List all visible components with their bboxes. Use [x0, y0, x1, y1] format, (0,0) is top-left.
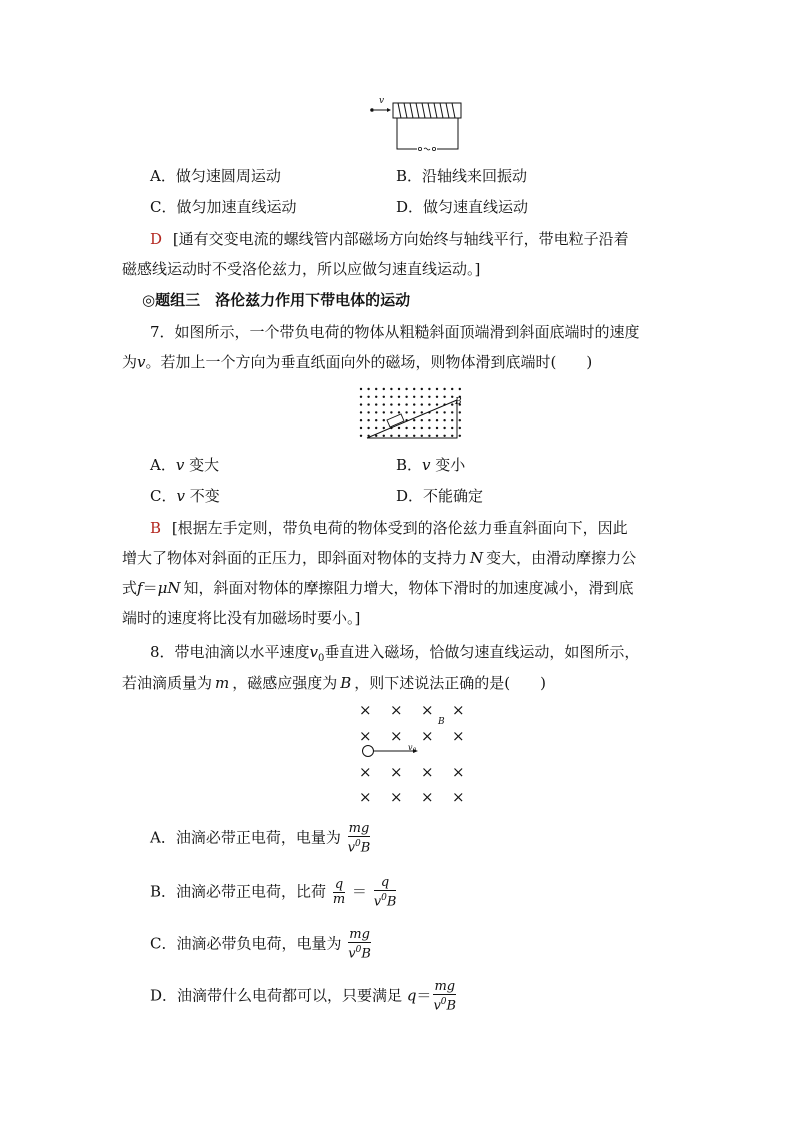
frac-m: m: [332, 892, 346, 908]
q8-opt-b-fraction: [374, 876, 397, 909]
q7-stem-line-2: [122, 352, 592, 372]
field-dot: [398, 403, 400, 405]
field-dot: [451, 419, 453, 421]
field-cross: ×: [421, 727, 434, 745]
field-cross: ×: [359, 763, 372, 781]
field-dot: [390, 388, 392, 390]
q7-explanation-line-4: 端时的速度将比没有加磁场时要小。]: [122, 609, 361, 627]
field-dot: [413, 419, 415, 421]
q7-opt-b-text: 变小: [430, 456, 466, 474]
field-dot: [375, 403, 377, 405]
q7-explanation-line-2: [122, 548, 636, 568]
incline-magnetic-field-figure: [357, 386, 467, 441]
q7-stem-velocity: v: [137, 353, 146, 371]
q8-stem-line-1: [150, 642, 639, 669]
frac-denominator-b: [374, 891, 397, 909]
q8-opt-d-text: D．油滴带什么电荷都可以，只要满足: [150, 986, 403, 1005]
q8-stem-2a: 若油滴质量为: [122, 674, 213, 692]
q8-opt-c-text: C．油滴必带负电荷，电量为: [150, 934, 342, 953]
frac-v: v: [347, 840, 355, 856]
field-dot: [413, 388, 415, 390]
field-dot: [451, 403, 453, 405]
q8-opt-b-text: B．油滴必带正电荷，比荷: [150, 882, 327, 901]
field-dot: [375, 388, 377, 390]
q8-opt-b-equals: ＝: [351, 882, 367, 901]
field-dot: [360, 419, 362, 421]
group3-title: ◎题组三 洛伦兹力作用下带电体的运动: [142, 291, 411, 309]
field-dot: [451, 435, 453, 437]
field-dot: [459, 388, 461, 390]
q6-option-c: C．做匀加速直线运动: [150, 198, 297, 216]
frac-numerator-c: mg: [349, 927, 370, 942]
field-cross: ×: [390, 763, 403, 781]
frac-v-d: v: [433, 998, 441, 1014]
field-dot: [421, 427, 423, 429]
frac-B-c: B: [361, 946, 371, 962]
solenoid-v-label: v: [379, 96, 385, 106]
field-dot: [405, 435, 407, 437]
q8-opt-d-q: q: [406, 986, 417, 1005]
field-dot: [459, 411, 461, 413]
field-dot: [405, 388, 407, 390]
q7-option-d: D．不能确定: [396, 487, 484, 505]
q7-stem-line-1: 7．如图所示，一个带负电荷的物体从粗糙斜面顶端滑到斜面底端时的速度: [150, 323, 640, 341]
q8-fig-v: v: [408, 743, 413, 752]
field-dot: [443, 411, 445, 413]
q7-explanation-line-1: [150, 518, 628, 538]
q7-explain-2b: 变大，由滑动摩擦力公: [486, 549, 637, 567]
field-cross: ×: [421, 701, 434, 719]
field-dot: [421, 403, 423, 405]
frac-sup-c: 0: [355, 945, 362, 955]
q7-explain-text-1: [根据左手定则，带负电荷的物体受到的洛伦兹力垂直斜面向下，因此: [171, 519, 628, 537]
q8-stem-v-sub: 0: [318, 653, 325, 664]
q7-explain-n: N: [470, 549, 484, 567]
frac-denominator-d: [433, 995, 456, 1013]
field-dot: [398, 388, 400, 390]
field-dot: [375, 427, 377, 429]
q7-explain-3a: 式: [122, 579, 138, 597]
field-dot: [428, 396, 430, 398]
q8-fig-b-label: B: [438, 717, 445, 727]
solenoid-figure: [365, 98, 475, 158]
q8-opt-a-text: A．油滴必带正电荷，电量为: [150, 828, 341, 847]
q8-stem-B: B: [340, 674, 352, 692]
field-dot: [421, 388, 423, 390]
field-dot: [383, 427, 385, 429]
q7-option-a: [150, 455, 219, 475]
field-cross: ×: [359, 788, 372, 806]
q6-explain-text-1: [通有交变电流的螺线管内部磁场方向始终与轴线平行，带电粒子沿着: [172, 230, 629, 248]
field-dot: [367, 403, 369, 405]
q7-option-c: [150, 486, 220, 506]
q8-stem-2b: ，磁感应强度为: [232, 674, 338, 692]
field-dot: [360, 388, 362, 390]
field-dot: [428, 427, 430, 429]
field-dot: [398, 411, 400, 413]
q7-opt-a-text: 变大: [184, 456, 220, 474]
q8-opt-b-fraction-qm: [333, 878, 345, 907]
field-dot: [398, 396, 400, 398]
field-dot: [459, 435, 461, 437]
q7-opt-c-var: v: [176, 487, 185, 505]
field-dot: [459, 427, 461, 429]
q8-stem-1b: 垂直进入磁场，恰做匀速直线运动，如图所示，: [324, 643, 640, 661]
field-dot: [436, 388, 438, 390]
field-dot: [428, 435, 430, 437]
field-dot: [428, 419, 430, 421]
field-dot: [398, 435, 400, 437]
frac-B-b: B: [386, 894, 397, 910]
field-dot: [421, 435, 423, 437]
field-dot: [405, 411, 407, 413]
q6-explanation-line-1: [150, 229, 629, 249]
field-dot: [413, 411, 415, 413]
frac-B-d: B: [446, 998, 457, 1014]
field-cross: ×: [390, 701, 403, 719]
field-dot: [383, 388, 385, 390]
q7-explain-mun: μN: [157, 579, 181, 597]
field-dot: [405, 403, 407, 405]
field-dot: [360, 396, 362, 398]
field-cross: ×: [452, 727, 465, 745]
q6-option-d: D．做匀速直线运动: [396, 198, 529, 216]
field-dot: [413, 427, 415, 429]
frac-q: q: [334, 877, 344, 893]
q7-answer: B: [150, 519, 162, 537]
frac-v-b: v: [373, 894, 382, 910]
field-dot: [443, 419, 445, 421]
q7-explain-eq: ＝: [142, 579, 158, 597]
q7-opt-a-var: v: [175, 456, 185, 474]
field-dot: [360, 411, 362, 413]
field-dot: [367, 427, 369, 429]
field-dot: [390, 396, 392, 398]
q7-opt-a-prefix: A．: [150, 456, 176, 474]
field-dot: [390, 403, 392, 405]
q7-explanation-line-3: [122, 578, 633, 598]
q6-answer: D: [150, 230, 163, 248]
field-cross: ×: [452, 701, 465, 719]
q6-option-a: A．做匀速圆周运动: [150, 167, 281, 185]
q7-option-b: [396, 455, 465, 475]
field-dot: [375, 411, 377, 413]
field-dot: [451, 427, 453, 429]
frac-q-2: q: [374, 876, 397, 891]
q7-explain-f: f: [137, 579, 143, 597]
q8-stem-v: v: [309, 643, 319, 661]
q7-fig-b-label: B: [455, 397, 462, 407]
field-dot: [405, 396, 407, 398]
field-dot: [383, 396, 385, 398]
field-dot: [383, 411, 385, 413]
q6-explanation-line-2: 磁感线运动时不受洛伦兹力，所以应做匀速直线运动。]: [122, 260, 481, 278]
field-dot: [375, 419, 377, 421]
field-dot: [443, 388, 445, 390]
q7-opt-c-text: 不变: [184, 487, 220, 505]
q7-opt-b-prefix: B．: [396, 456, 423, 474]
field-dot: [421, 419, 423, 421]
q8-opt-d-equals: ＝: [416, 986, 432, 1005]
field-dot: [360, 427, 362, 429]
q8-stem-m: m: [215, 674, 230, 692]
frac-sup-d: 0: [440, 997, 447, 1007]
field-dot: [451, 411, 453, 413]
field-dot: [436, 403, 438, 405]
frac-B: B: [360, 840, 371, 856]
field-dot: [360, 435, 362, 437]
field-cross: ×: [390, 727, 403, 745]
field-dot: [413, 435, 415, 437]
frac-v-c: v: [348, 946, 356, 962]
frac-denominator: [348, 837, 371, 855]
field-dot: [413, 403, 415, 405]
field-dot: [390, 411, 392, 413]
field-dot: [367, 388, 369, 390]
field-dot: [398, 427, 400, 429]
q8-fig-v-sub: 0: [412, 747, 417, 755]
q8-stem-2c: ，则下述说法正确的是( ): [354, 674, 547, 692]
field-dot: [413, 396, 415, 398]
field-dot: [383, 403, 385, 405]
q7-stem-text-2: 。若加上一个方向为垂直纸面向外的磁场，则物体滑到底端时( ): [145, 353, 593, 371]
q7-opt-c-prefix: C．: [150, 487, 177, 505]
frac-sup-b: 0: [381, 893, 387, 903]
q7-opt-b-var: v: [422, 456, 431, 474]
field-dot: [390, 435, 392, 437]
q8-option-d: [150, 980, 458, 1013]
field-cross: ×: [421, 788, 434, 806]
q7-explain-3c: 知，斜面对物体的摩擦阻力增大，物体下滑时的加速度减小，滑到底: [183, 579, 634, 597]
field-cross: ×: [359, 727, 372, 745]
field-dot: [443, 396, 445, 398]
field-dot: [421, 411, 423, 413]
field-dot: [367, 419, 369, 421]
field-dot: [405, 427, 407, 429]
field-dot: [436, 427, 438, 429]
field-dot: [421, 396, 423, 398]
field-dot: [436, 419, 438, 421]
field-dot: [360, 403, 362, 405]
q6-option-b: B．沿轴线来回振动: [396, 167, 528, 185]
frac-numerator: mg: [348, 821, 370, 836]
frac-denominator-c: [348, 943, 371, 961]
field-dot: [383, 419, 385, 421]
field-dot: [375, 396, 377, 398]
field-dot: [428, 403, 430, 405]
q8-stem-1a: 8．带电油滴以水平速度: [150, 643, 310, 661]
field-dot: [436, 411, 438, 413]
field-dot: [367, 396, 369, 398]
field-dot: [428, 388, 430, 390]
field-cross: ×: [359, 701, 372, 719]
field-cross: ×: [452, 788, 465, 806]
q8-stem-line-2: [122, 673, 546, 693]
q7-explain-2a: 增大了物体对斜面的正压力，即斜面对物体的支持力: [122, 549, 468, 567]
frac-numerator-d: mg: [434, 979, 456, 994]
q8-option-a: [150, 822, 372, 855]
q8-fig-v0-label: [408, 743, 416, 755]
q7-stem-text: 为: [122, 353, 138, 371]
q8-opt-a-fraction: [348, 822, 371, 855]
field-cross: ×: [421, 763, 434, 781]
q8-opt-c-fraction: [348, 928, 371, 961]
field-dot: [443, 427, 445, 429]
q8-option-b: [150, 876, 398, 909]
field-dot: [436, 435, 438, 437]
field-dot: [443, 435, 445, 437]
frac-sup: 0: [354, 839, 361, 849]
field-dot: [383, 435, 385, 437]
field-cross: ×: [452, 763, 465, 781]
field-dot: [451, 396, 453, 398]
field-dot: [451, 388, 453, 390]
field-cross: ×: [390, 788, 403, 806]
q8-opt-d-fraction: [433, 980, 456, 1013]
field-dot: [367, 411, 369, 413]
field-dot: [436, 396, 438, 398]
q8-option-c: [150, 928, 373, 961]
field-dot: [459, 419, 461, 421]
